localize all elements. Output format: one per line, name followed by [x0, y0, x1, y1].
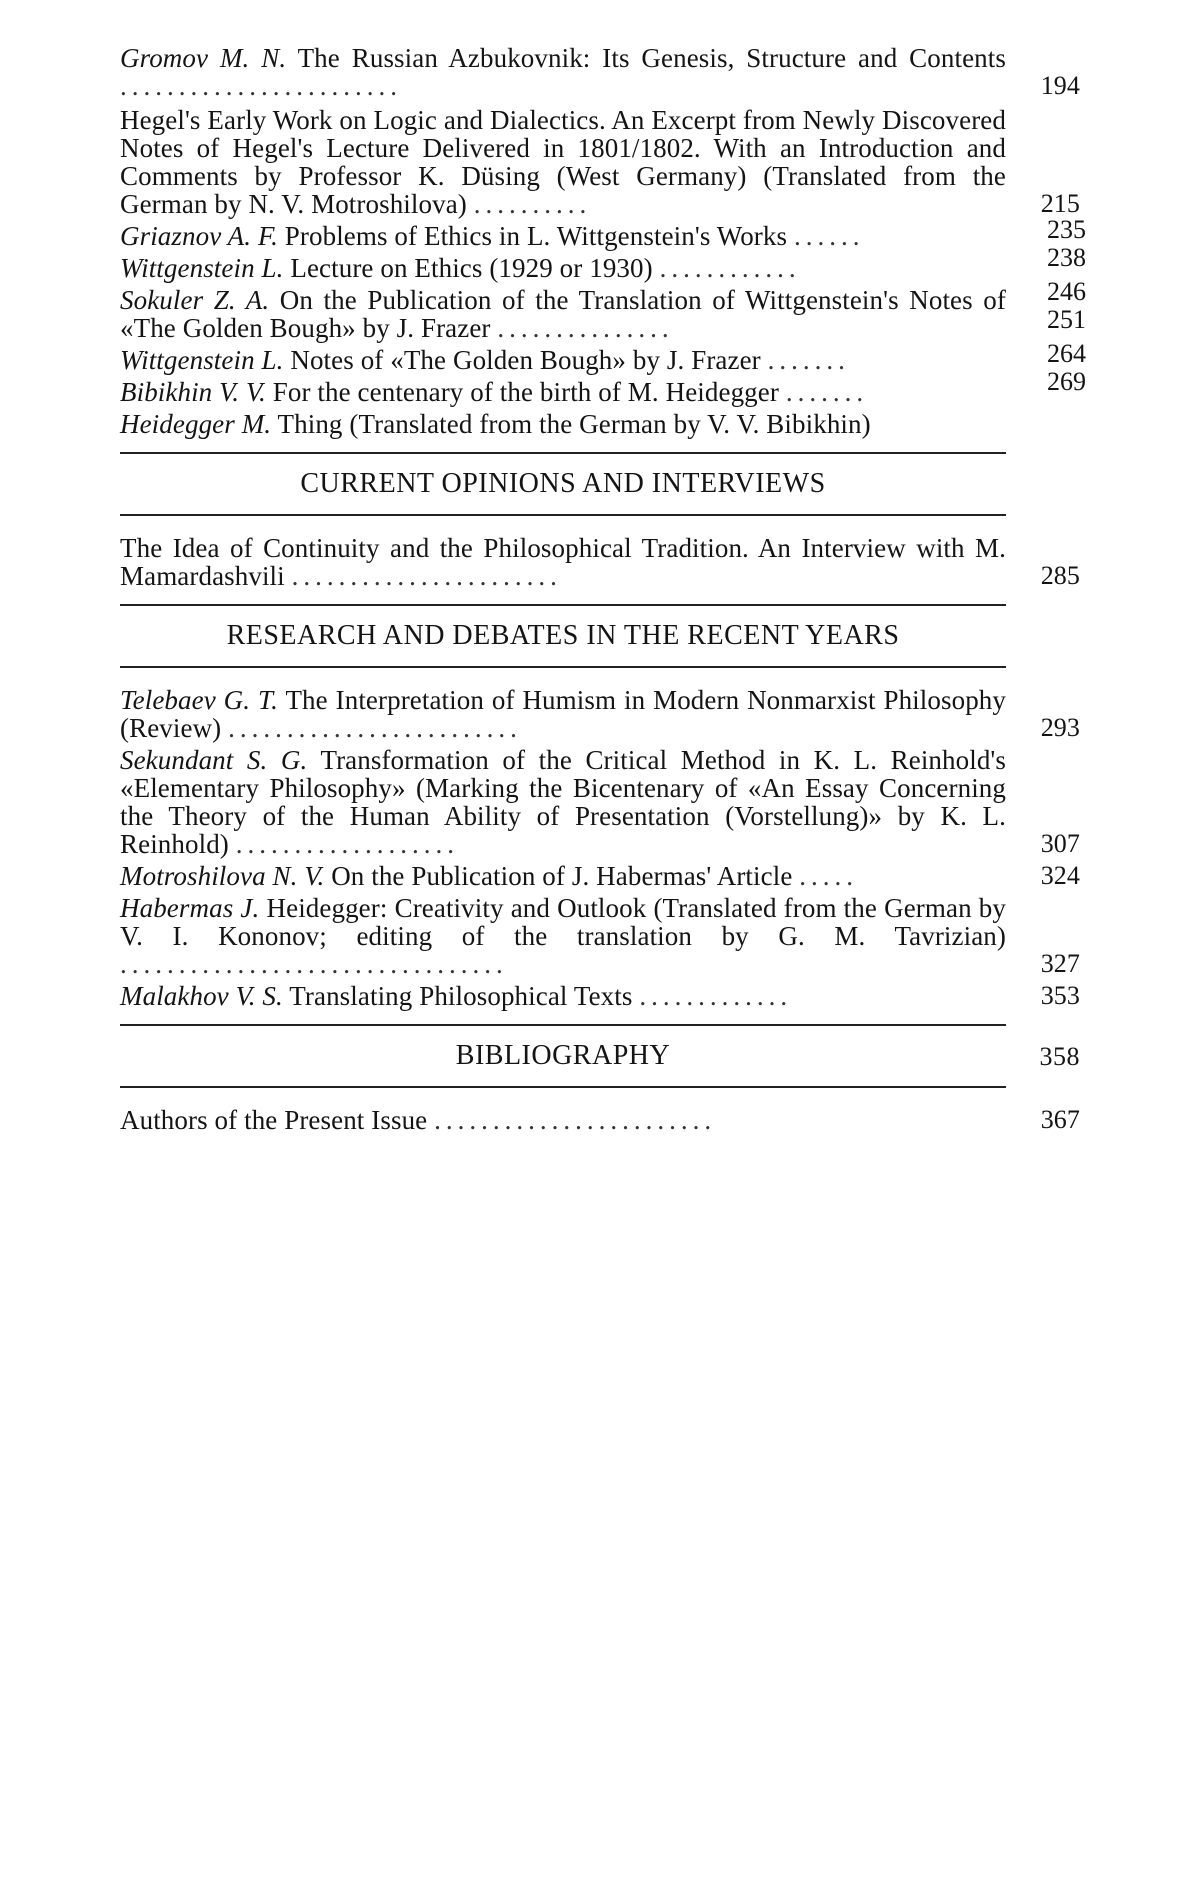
entry-title: Authors of the Present Issue	[120, 1105, 428, 1135]
section-title: BIBLIOGRAPHY	[455, 1040, 671, 1071]
toc-group-wittgenstein	[120, 215, 1086, 439]
entry-page-number: 285	[1040, 561, 1080, 590]
dot-leader: .............	[639, 981, 793, 1011]
entry-title: Problems of Ethics in L. Wittgenstein's Works	[284, 221, 788, 251]
entry-title: On the Publication of J. Habermas' Article	[331, 861, 793, 891]
dot-leader: ......	[793, 221, 865, 251]
toc-entry[interactable]	[120, 106, 1080, 218]
toc-entry[interactable]	[120, 862, 1080, 890]
section-heading-research-debates	[120, 604, 1006, 668]
entry-page-number: 215	[1040, 189, 1080, 218]
toc-entry[interactable]	[120, 534, 1080, 590]
entry-page-number: 293	[1040, 713, 1080, 742]
entry-author: Wittgenstein L.	[120, 345, 284, 375]
entry-author: Wittgenstein L.	[120, 253, 284, 283]
entry-author: Habermas J.	[120, 893, 260, 923]
entry-title: Hegel's Early Work on Logic and Dialectics. An Excerpt from Newly Discovered Notes of Hegel's Lecture Delivered in 1801/1802. With an Introduction and Comments by Professor K. Düsing (West Germany) (Translated from the German by N. V. Motroshilova)	[120, 105, 1006, 219]
toc-entry[interactable]	[120, 222, 1080, 250]
entry-title: The Russian Azbukovnik: Its Genesis, Structure and Contents	[297, 43, 1006, 73]
entry-author: Heidegger M.	[120, 409, 272, 439]
toc-entry[interactable]	[120, 346, 1080, 374]
toc-entry[interactable]	[120, 286, 1080, 342]
toc-entry[interactable]	[120, 982, 1080, 1010]
dot-leader: ........................	[434, 1105, 717, 1135]
entry-title: Heidegger: Creativity and Outlook (Translated from the German by V. I. Kononov; editing of the translation by G. M. Tavrizian)	[120, 893, 1006, 951]
dot-leader: ........................	[120, 71, 402, 101]
dot-leader: .................................	[120, 949, 508, 979]
dot-leader: ...............	[497, 313, 674, 343]
section-heading-bibliography[interactable]	[120, 1024, 1080, 1088]
entry-page-number: 264	[1047, 339, 1086, 368]
entry-title: Notes of «The Golden Bough» by J. Frazer	[290, 345, 761, 375]
toc-entry[interactable]	[120, 378, 1080, 406]
section-heading-current-opinions	[120, 452, 1006, 516]
entry-author: Gromov M. N.	[120, 43, 287, 73]
entry-title: On the Publication of the Translation of Wittgenstein's Notes of «The Golden Bough» by J. Frazer	[120, 285, 1006, 343]
dot-leader: .......................	[291, 561, 562, 591]
entry-author: Motroshilova N. V.	[120, 861, 325, 891]
entry-title: Transformation of the Critical Method in K. L. Reinhold's «Elementary Philosophy» (Marking the Bicentenary of «An Essay Concerning the Theory of the Human Ability of Presentation (Vorstellung)» by K. L. Reinhold)	[120, 745, 1007, 859]
toc-entry[interactable]	[120, 410, 1080, 438]
entry-title: For the centenary of the birth of M. Heidegger	[272, 377, 779, 407]
entry-page-number: 327	[1040, 949, 1080, 978]
entry-author: Griaznov A. F.	[120, 221, 278, 251]
dot-leader: ............	[659, 253, 801, 283]
dot-leader: ..........	[473, 189, 592, 219]
entry-author: Sokuler Z. A.	[120, 285, 270, 315]
entry-author: Malakhov V. S.	[120, 981, 283, 1011]
entry-page-number: 269	[1047, 367, 1086, 396]
entry-page-number: 307	[1040, 829, 1080, 858]
entry-title: The Interpretation of Humism in Modern Nonmarxist Philosophy (Review)	[120, 685, 1006, 743]
section-page-number: 358	[1039, 1042, 1080, 1071]
section-title: CURRENT OPINIONS AND INTERVIEWS	[300, 468, 826, 499]
dot-leader: .....	[799, 861, 859, 891]
entry-title: Translating Philosophical Texts	[289, 981, 633, 1011]
entry-page-number: 238	[1047, 243, 1086, 272]
table-of-contents	[120, 43, 1086, 1138]
dot-leader: ...................	[235, 829, 459, 859]
toc-entry[interactable]	[120, 44, 1080, 100]
entry-page-number: 251	[1047, 305, 1086, 334]
entry-author: Sekundant S. G.	[120, 745, 308, 775]
toc-entry[interactable]	[120, 1106, 1080, 1134]
entry-page-number: 324	[1040, 861, 1080, 890]
entry-author: Telebaev G. T.	[120, 685, 279, 715]
entry-title: The Idea of Continuity and the Philosophical Tradition. An Interview with M. Mamardashvili	[120, 533, 1006, 591]
section-title: RESEARCH AND DEBATES IN THE RECENT YEARS	[226, 620, 900, 651]
entry-page-number: 353	[1040, 981, 1080, 1010]
toc-entry[interactable]	[120, 254, 1080, 282]
entry-page-number: 367	[1040, 1105, 1080, 1134]
entry-author: Bibikhin V. V.	[120, 377, 266, 407]
entry-page-number: 235	[1047, 215, 1086, 244]
entry-title: Thing (Translated from the German by V. V. Bibikhin)	[277, 409, 871, 439]
toc-entry[interactable]	[120, 746, 1080, 858]
toc-entry[interactable]	[120, 894, 1080, 978]
entry-title: Lecture on Ethics (1929 or 1930)	[290, 253, 653, 283]
entry-page-number: 246	[1047, 277, 1086, 306]
entry-page-number: 194	[1040, 71, 1080, 100]
dot-leader: .........................	[228, 713, 522, 743]
toc-entry[interactable]	[120, 686, 1080, 742]
dot-leader: .......	[785, 377, 869, 407]
dot-leader: .......	[767, 345, 850, 375]
